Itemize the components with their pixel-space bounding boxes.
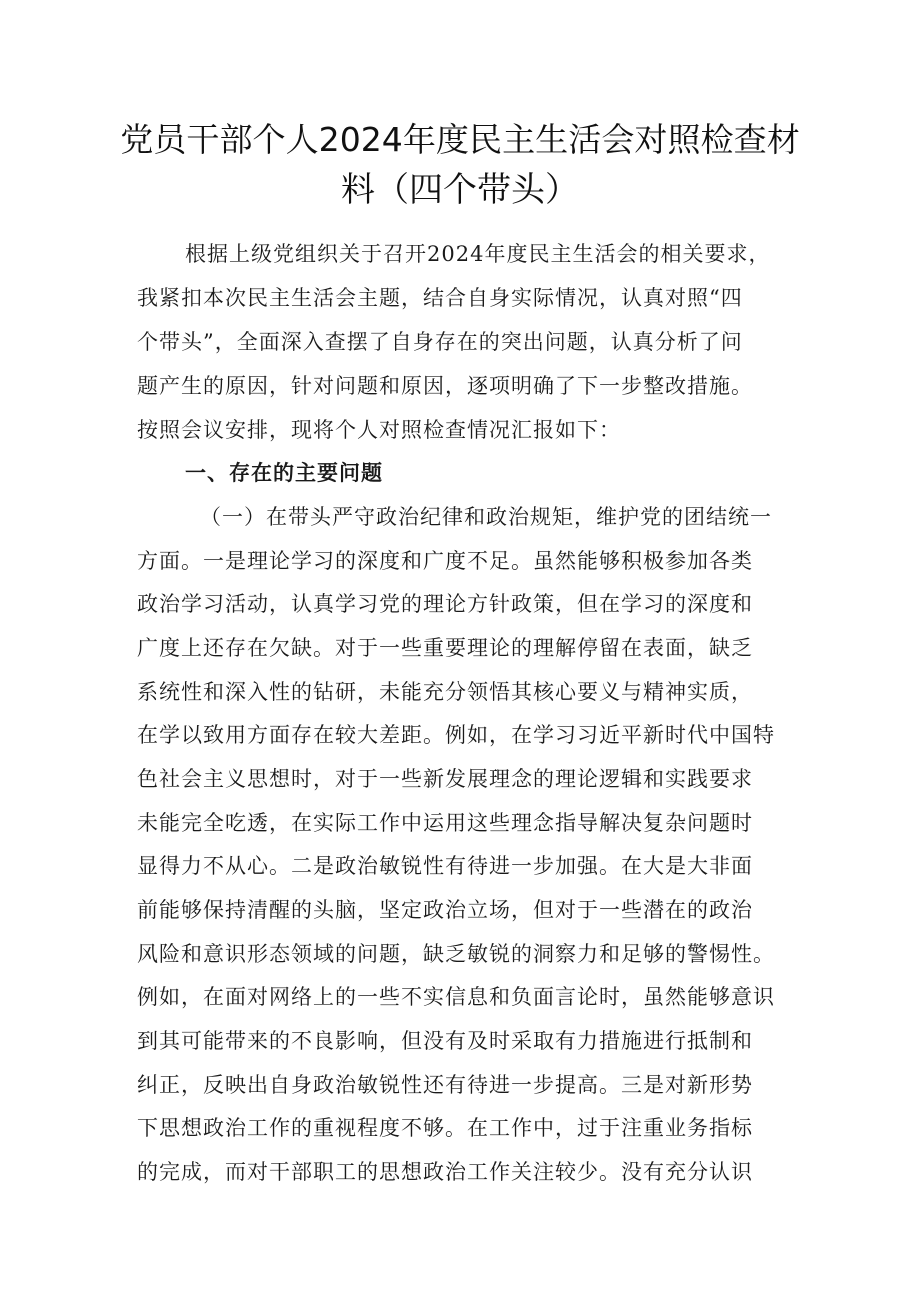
- document-title-line-2: 料（四个带头）: [341, 170, 579, 210]
- section-heading: 一、存在的主要问题: [185, 460, 383, 485]
- paragraph-line: 题产生的原因，针对问题和原因，逐项明确了下一步整改措施。: [137, 374, 753, 398]
- paragraph-line: 按照会议安排，现将个人对照检查情况汇报如下：: [137, 418, 621, 442]
- paragraph-line: 到其可能带来的不良影响，但没有及时采取有力措施进行抵制和: [137, 1029, 753, 1053]
- paragraph-line: 未能完全吃透，在实际工作中运用这些理念指导解决复杂问题时: [137, 811, 753, 835]
- document-title-line-1: 党员干部个人2024年度民主生活会对照检查材: [120, 120, 800, 159]
- paragraph-line: 例如，在面对网络上的一些不实信息和负面言论时，虽然能够意识: [137, 985, 775, 1009]
- paragraph-line: 前能够保持清醒的头脑，坚定政治立场，但对于一些潜在的政治: [137, 898, 753, 922]
- paragraph-line: 我紧扣本次民主生活会主题，结合自身实际情况，认真对照“四: [137, 286, 743, 310]
- paragraph-line: （一）在带头严守政治纪律和政治规矩，维护党的团结统一: [200, 505, 772, 529]
- paragraph-line: 纠正，反映出自身政治敏锐性还有待进一步提高。三是对新形势: [137, 1073, 753, 1097]
- paragraph-line: 的完成，而对干部职工的思想政治工作关注较少。没有充分认识: [137, 1160, 753, 1184]
- paragraph-line: 根据上级党组织关于召开2024年度民主生活会的相关要求，: [185, 242, 771, 266]
- paragraph-line: 显得力不从心。二是政治敏锐性有待进一步加强。在大是大非面: [137, 854, 753, 878]
- paragraph-line: 方面。一是理论学习的深度和广度不足。虽然能够积极参加各类: [137, 549, 753, 573]
- paragraph-line: 广度上还存在欠缺。对于一些重要理论的理解停留在表面，缺乏: [137, 636, 753, 660]
- paragraph-line: 风险和意识形态领域的问题，缺乏敏锐的洞察力和足够的警惕性。: [137, 942, 775, 966]
- paragraph-line: 个带头”，全面深入查摆了自身存在的突出问题，认真分析了问: [137, 330, 743, 354]
- paragraph-line: 政治学习活动，认真学习党的理论方针政策，但在学习的深度和: [137, 592, 753, 616]
- paragraph-line: 下思想政治工作的重视程度不够。在工作中，过于注重业务指标: [137, 1116, 753, 1140]
- paragraph-line: 色社会主义思想时，对于一些新发展理念的理论逻辑和实践要求: [137, 767, 753, 791]
- paragraph-line: 在学以致用方面存在较大差距。例如，在学习习近平新时代中国特: [137, 723, 775, 747]
- paragraph-line: 系统性和深入性的钻研，未能充分领悟其核心要义与精神实质，: [137, 680, 753, 704]
